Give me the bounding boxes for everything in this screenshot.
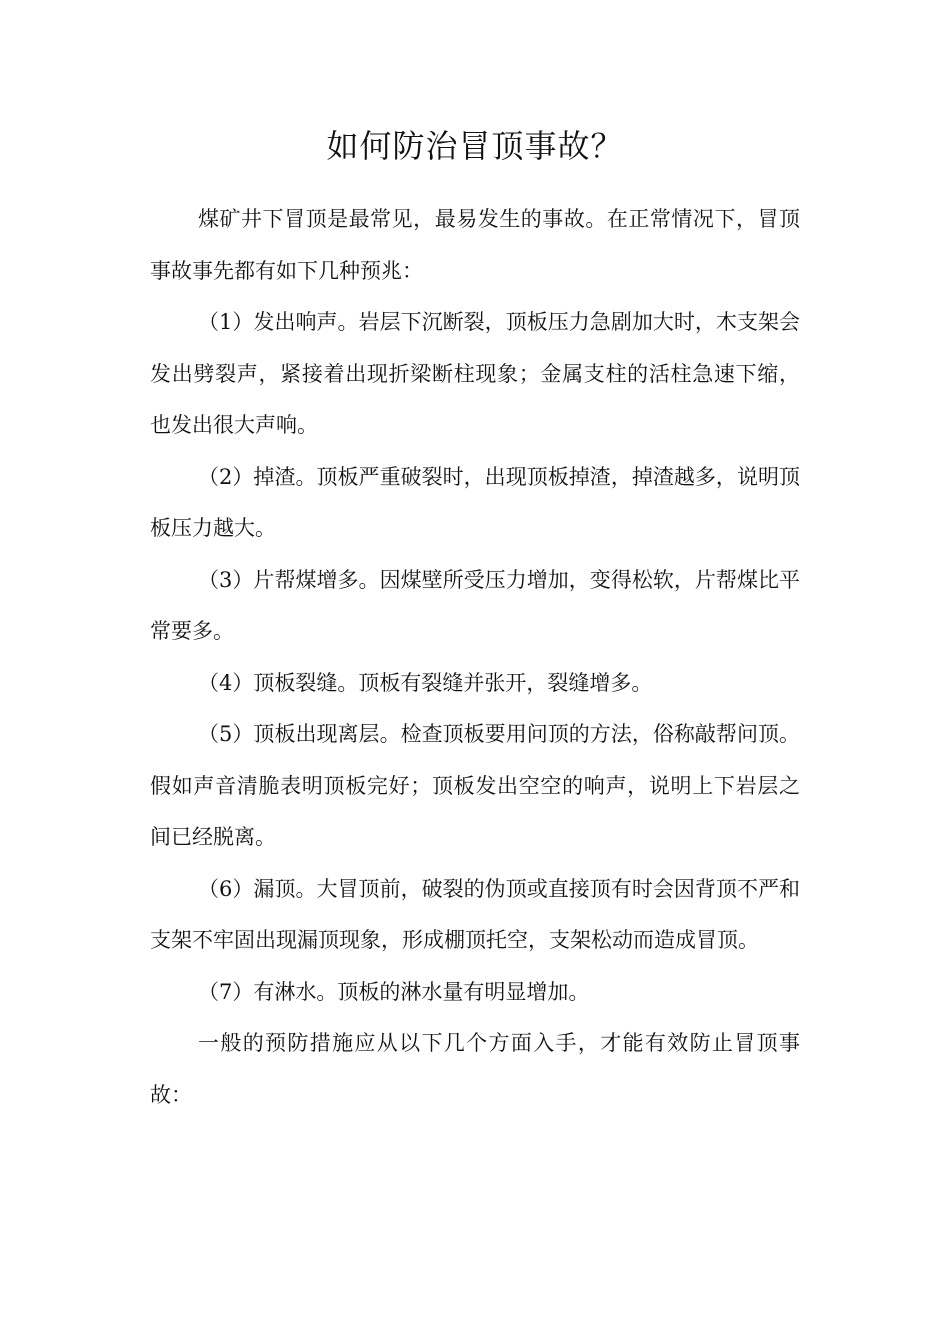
paragraph-sign-1-sound: （1）发出响声。岩层下沉断裂，顶板压力急剧加大时，木支架会发出劈裂声，紧接着出现折梁断柱现象；金属支柱的活柱急速下缩， 也发出很大声响。 [150,310,800,437]
paragraph-sign-4-roof-cracks: （4）顶板裂缝。顶板有裂缝并张开，裂缝增多。 [198,670,653,695]
paragraph-sign-7-water-drip: （7）有淋水。顶板的淋水量有明显增加。 [198,979,590,1004]
paragraph-sign-2-falling-debris: （2）掉渣。顶板严重破裂时，出现顶板掉渣，掉渣越多，说明顶板压力越大。 [150,464,800,540]
paragraph-prevention-intro: 一般的预防措施应从以下几个方面入手，才能有效防止冒顶事故： [150,1031,800,1107]
paragraph-sign-5-roof-separation: （5）顶板出现离层。检查顶板要用问顶的方法，俗称敲帮问顶。假如声音清脆表明顶板完好；顶板发出空空的响声，说明上下岩层之间已经脱离。 [150,722,800,849]
document-body [150,194,800,1121]
paragraph-sign-3-rib-spalling: （3）片帮煤增多。因煤壁所受压力增加，变得松软，片帮煤比平常要多。 [150,567,800,643]
document-title: 如何防治冒顶事故？ [326,127,624,165]
paragraph-intro: 煤矿井下冒顶是最常见，最易发生的事故。在正常情况下，冒顶事故事先都有如下几种预兆： [150,207,800,283]
paragraph-sign-6-roof-leak: （6）漏顶。大冒顶前，破裂的伪顶或直接顶有时会因背顶不严和支架不牢固出现漏顶现象，形成棚顶托空，支架松动而造成冒顶。 [150,876,800,952]
